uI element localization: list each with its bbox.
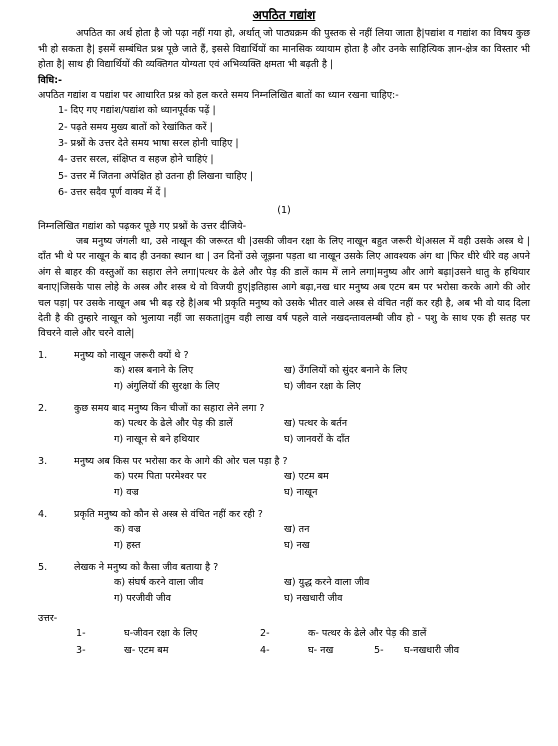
- step-item: 3- प्रश्नों के उत्तर देते समय भाषा सरल होनी चाहिए |: [58, 138, 239, 150]
- step-item: 5- उत्तर में जितना अपेक्षित हो उतना ही लिखना चाहिए |: [58, 170, 254, 182]
- answer-text: क- पत्थर के ढेले और पेड़ की डालें: [308, 628, 427, 640]
- option-item: क) वज्र: [114, 523, 141, 535]
- option-item: ख) उँगलियों को सुंदर बनाने के लिए: [284, 364, 408, 376]
- question-number: 5.: [38, 561, 48, 573]
- option-item: ख) तन: [284, 523, 310, 535]
- question-number: 2.: [38, 402, 48, 414]
- method-heading: विधि:-: [38, 74, 63, 86]
- step-item: 2- पढ़ते समय मुख्य बातों को रेखांकित करें |: [58, 121, 213, 133]
- option-item: क) शस्त्र बनाने के लिए: [114, 364, 194, 376]
- option-item: ख) एटम बम: [284, 470, 329, 482]
- option-item: ग) अंगुलियों की सुरक्षा के लिए: [114, 380, 220, 392]
- option-item: ग) नाखून से बने हथियार: [114, 433, 200, 445]
- section-number: (1): [277, 205, 291, 217]
- answer-text: घ-नखधारी जीव: [404, 645, 460, 657]
- question-block: [38, 401, 530, 448]
- option-item: ग) हस्त: [114, 539, 141, 551]
- question-block: [38, 348, 530, 395]
- answer-number: 1-: [76, 628, 86, 640]
- intro-paragraph: अपठित का अर्थ होता है जो पढ़ा नहीं गया हो, अर्थात् जो पाठ्यक्रम की पुस्तक से नहीं लिया जाता है|पद्यांश व गद्यांश का विषय कुछ भी हो सकता है| इसमें सम्बंधित प्रश्न पूछे जाते हैं, इससे विद्यार्थियों का मानसिक व्यायाम होता है और उनके साहित्यिक ज्ञान-क्षेत्र का विस्तार भी होता है| साथ ही विद्यार्थियों की व्यक्तिगत योग्यता एवं अभिव्यक्ति क्षमता भी बढ़ती है |: [38, 28, 530, 71]
- question-number: 4.: [38, 508, 48, 520]
- option-item: घ) नखधारी जीव: [284, 592, 343, 604]
- answer-number: 2-: [260, 628, 270, 640]
- question-text: लेखक ने मनुष्य को कैसा जीव बताया है ?: [74, 561, 219, 573]
- question-text: मनुष्य अब किस पर भरोसा कर के आगे की ओर चल पड़ा है ?: [74, 455, 288, 467]
- option-item: ग) वज्र: [114, 486, 139, 498]
- step-item: 1- दिए गए गद्यांश/पद्यांश को ध्यानपूर्वक पढ़ें |: [58, 105, 216, 117]
- question-block: [38, 454, 530, 501]
- method-text: अपठित गद्यांश व पद्यांश पर आधारित प्रश्न को हल करते समय निम्नलिखित बातों का ध्यान रखना चाहिए:-: [38, 90, 399, 102]
- answers-label: उत्तर-: [38, 612, 58, 624]
- option-item: घ) जीवन रक्षा के लिए: [284, 380, 361, 392]
- passage-paragraph: जब मनुष्य जंगली था, उसे नाखून की जरूरत थी |उसकी जीवन रक्षा के लिए नाखून बहुत जरूरी थे|असल में वही उसके अस्त्र थे |दाँत भी थे पर नाखून के बाद ही उनका स्थान था | उन दिनों उसे जूझना पड़ता था नाखून उसके लिए आवश्यक अंग था |फिर धीरे धीरे वह अपने अंग से बाहर की वस्तुओं का सहारा लेने लगा|पत्थर के ढेले और पेड़ की डालें काम में लाने लगा|मनुष्य और आगे बढ़ा|उसने धातु के हथियार बनाए|जिसके पास लोहे के अस्त्र और शस्त्र थे वो विजयी हुए|इतिहास आगे बढ़ा,नख धार मनुष्य अब एटम बम पर भरोसा करके आगे की ओर चल पड़ा| पर उसके नाखून अब भी बढ़ रहे है|अब भी प्रकृति मनुष्य को उसके भीतर वाले अस्त्र से वंचित नहीं कर रही है, अब भी वो याद दिला देती है की तुम्हारे नाखून को भुलाया नहीं जा सकता|तुम वही लाख वर्ष पहले वाले नखदन्तावलम्बी जीव हो - पशु के साथ एक ही सतह पर विचरने वाले और चरने वाले|: [38, 236, 530, 340]
- option-item: घ) नख: [284, 539, 310, 551]
- step-item: 4- उत्तर सरल, संक्षिप्त व सहज होने चाहिएं |: [58, 154, 214, 166]
- question-text: मनुष्य को नाखून जरूरी क्यों थे ?: [74, 349, 189, 361]
- answer-text: घ-जीवन रक्षा के लिए: [124, 628, 198, 640]
- steps-list: [38, 103, 530, 201]
- option-item: घ) नाखून: [284, 486, 318, 498]
- option-item: क) परम पिता परमेश्वर पर: [114, 470, 207, 482]
- question-text: प्रकृति मनुष्य को कौन से अस्त्र से वंचित नहीं कर रही ?: [74, 508, 263, 520]
- answer-number: 3-: [76, 645, 86, 657]
- answer-text: घ- नख: [308, 645, 334, 657]
- option-item: घ) जानवरों के दाँत: [284, 433, 350, 445]
- answer-number: 4-: [260, 645, 270, 657]
- page-title: अपठित गद्यांश: [252, 8, 316, 22]
- answer-number: 5-: [374, 645, 384, 657]
- question-number: 3.: [38, 455, 48, 467]
- option-item: ग) परजीवी जीव: [114, 592, 171, 604]
- question-block: [38, 507, 530, 554]
- instruction-text: निम्नलिखित गद्यांश को पढ़कर पूछे गए प्रश्नों के उत्तर दीजिये-: [38, 220, 247, 232]
- question-block: [38, 560, 530, 607]
- option-item: क) पत्थर के ढेले और पेड़ की डालें: [114, 417, 233, 429]
- answer-row: [76, 643, 530, 660]
- answer-text: ख- एटम बम: [124, 645, 169, 657]
- question-text: कुछ समय बाद मनुष्य किन चीजों का सहारा लेने लगा ?: [74, 402, 265, 414]
- answers-section: [38, 611, 530, 660]
- option-item: क) संघर्ष करने वाला जीव: [114, 576, 204, 588]
- document-page: [38, 8, 530, 660]
- option-item: ख) युद्ध करने वाला जीव: [284, 576, 370, 588]
- option-item: ख) पत्थर के बर्तन: [284, 417, 348, 429]
- step-item: 6- उत्तर सदैव पूर्ण वाक्य में दें |: [58, 186, 167, 198]
- question-number: 1.: [38, 349, 48, 361]
- answer-row: [76, 626, 530, 643]
